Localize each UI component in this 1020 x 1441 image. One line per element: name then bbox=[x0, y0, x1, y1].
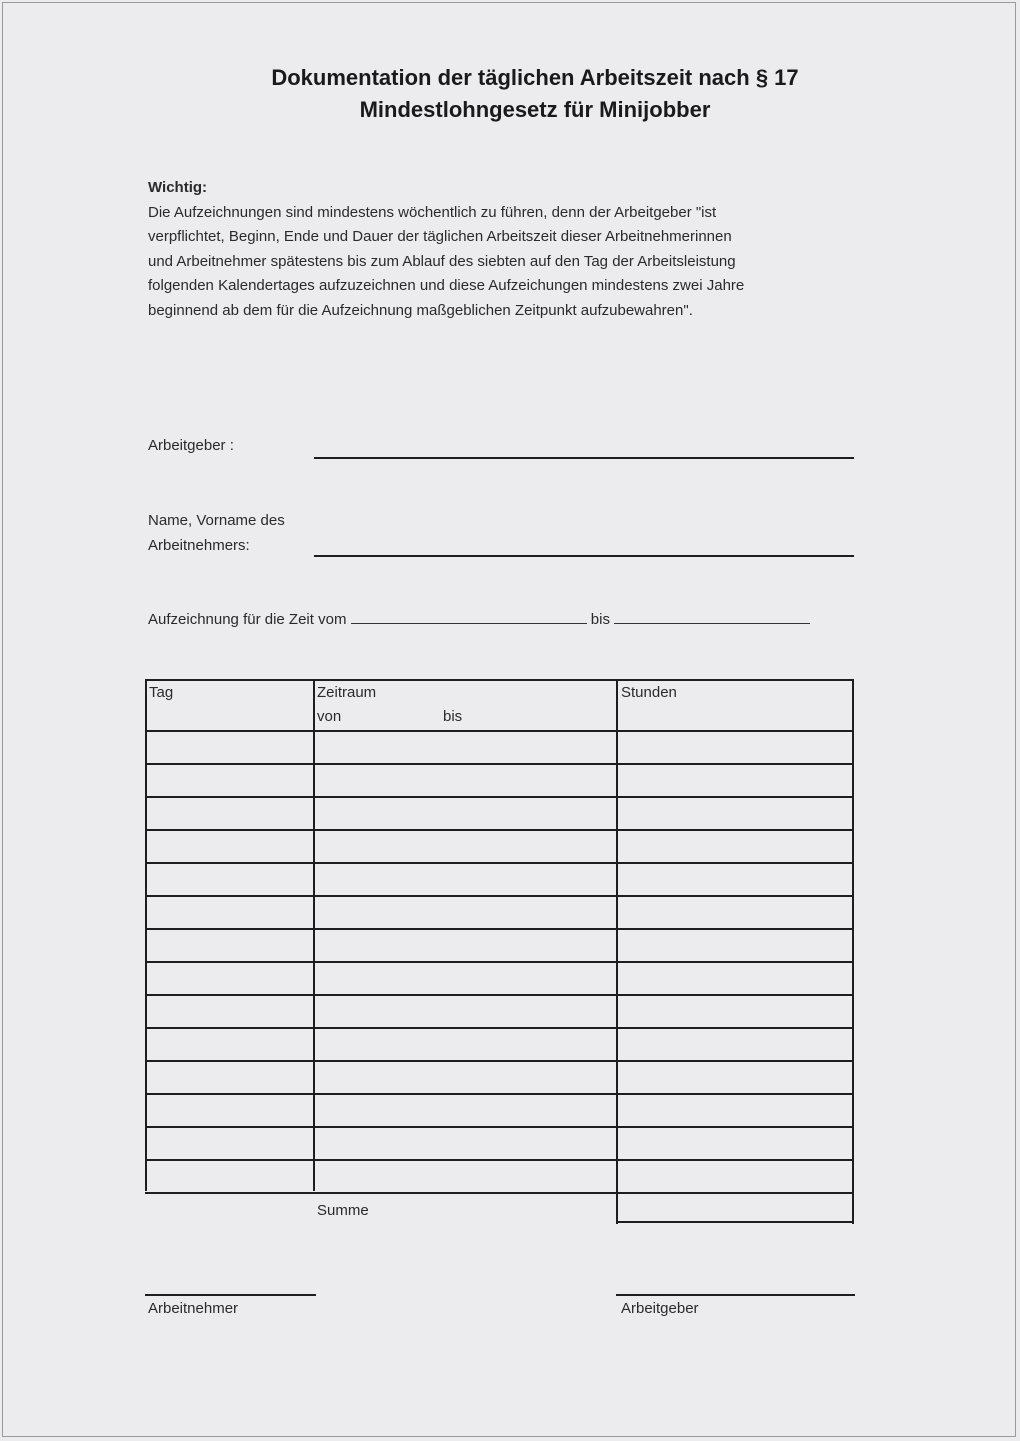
header-to: bis bbox=[443, 708, 463, 725]
table-row-line bbox=[145, 1159, 854, 1161]
notice-line: Die Aufzeichnungen sind mindestens wöchentlich zu führen, denn der Arbeitgeber "ist bbox=[148, 203, 717, 221]
table-header-bottom bbox=[145, 730, 854, 732]
header-hours: Stunden bbox=[621, 684, 677, 701]
table-row-line bbox=[145, 862, 854, 864]
sum-box-bottom bbox=[616, 1221, 854, 1223]
employee-signature-line[interactable] bbox=[145, 1294, 316, 1296]
employer-label: Arbeitgeber : bbox=[148, 437, 234, 454]
table-row-line bbox=[145, 1192, 854, 1194]
title-line-1: Dokumentation der täglichen Arbeitszeit nach § 17 bbox=[271, 65, 799, 90]
notice-line: folgenden Kalendertages aufzuzeichnen und diese Aufzeichungen mindestens zwei Jahre bbox=[148, 277, 745, 295]
period-row bbox=[148, 607, 810, 632]
header-day: Tag bbox=[149, 684, 174, 701]
notice-line: verpflichtet, Beginn, Ende und Dauer der täglichen Arbeitszeit dieser Arbeitnehmerinnen bbox=[148, 228, 732, 246]
notice-line: und Arbeitnehmer spätestens bis zum Ablauf des siebten auf den Tag der Arbeitsleistung bbox=[148, 252, 736, 270]
employee-field-line[interactable] bbox=[314, 555, 854, 557]
table-row-line bbox=[145, 763, 854, 765]
period-to-label: bis bbox=[590, 611, 610, 628]
table-border-right bbox=[852, 679, 854, 1224]
document-title bbox=[150, 62, 920, 126]
employer-signature-line[interactable] bbox=[616, 1294, 855, 1296]
notice-line: beginnend ab dem für die Aufzeichnung maßgeblichen Zeitpunkt aufzubewahren". bbox=[148, 301, 693, 319]
time-table bbox=[145, 679, 854, 1224]
title-line-2: Mindestlohngesetz für Minijobber bbox=[359, 97, 711, 122]
period-label: Aufzeichnung für die Zeit vom bbox=[148, 611, 347, 628]
table-row-line bbox=[145, 961, 854, 963]
table-row-line bbox=[145, 928, 854, 930]
table-row-line bbox=[145, 1126, 854, 1128]
employer-signature-label: Arbeitgeber bbox=[621, 1300, 699, 1317]
period-to-line[interactable] bbox=[614, 607, 810, 624]
header-period: Zeitraum bbox=[317, 684, 377, 701]
important-notice bbox=[148, 176, 848, 324]
table-column-divider-1 bbox=[313, 679, 315, 1191]
employee-signature-label: Arbeitnehmer bbox=[148, 1300, 239, 1317]
employee-label-line-2: Arbeitnehmers: bbox=[148, 537, 250, 554]
table-row-line bbox=[145, 1027, 854, 1029]
header-from: von bbox=[317, 708, 342, 725]
sum-label: Summe bbox=[317, 1202, 369, 1219]
table-row-line bbox=[145, 1060, 854, 1062]
table-border-top bbox=[145, 679, 854, 681]
table-row-line bbox=[145, 1093, 854, 1095]
table-row-line bbox=[145, 994, 854, 996]
period-from-line[interactable] bbox=[351, 607, 587, 624]
table-row-line bbox=[145, 895, 854, 897]
table-row-line bbox=[145, 796, 854, 798]
table-border-left bbox=[145, 679, 147, 1191]
notice-heading: Wichtig: bbox=[148, 179, 208, 196]
table-row-line bbox=[145, 829, 854, 831]
table-column-divider-2 bbox=[616, 679, 618, 1224]
employee-label-line-1: Name, Vorname des bbox=[148, 512, 285, 529]
employer-field-line[interactable] bbox=[314, 457, 854, 459]
